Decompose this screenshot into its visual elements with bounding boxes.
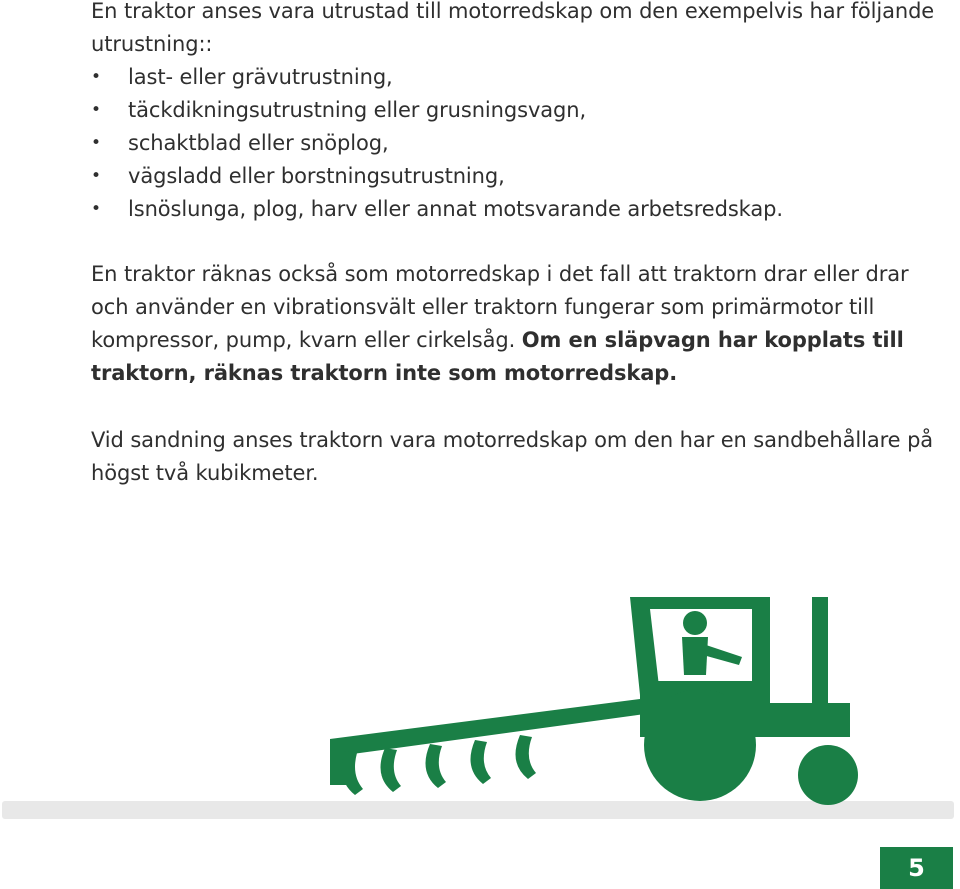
- list-item: • lsnöslunga, plog, harv eller annat motsvarande arbetsredskap.: [91, 193, 941, 226]
- list-item: • vägsladd eller borstningsutrustning,: [91, 160, 941, 193]
- sanding-text: Vid sandning anses traktorn vara motorredskap om den har en sandbehållare på högst två kubikmeter.: [91, 428, 934, 485]
- list-item: • last- eller grävutrustning,: [91, 61, 941, 94]
- ground-strip: [2, 801, 954, 819]
- sanding-paragraph: [91, 424, 941, 490]
- equipment-bullet-list: [91, 61, 941, 226]
- tractor-classification-paragraph: [91, 258, 941, 390]
- tractor-with-harrow-icon: [0, 585, 960, 825]
- list-item: • täckdikningsutrustning eller grusningsvagn,: [91, 94, 941, 127]
- tractor-shape: [330, 597, 858, 805]
- page-number: 5: [880, 847, 953, 889]
- list-item: • schaktblad eller snöplog,: [91, 127, 941, 160]
- intro-lead-text: En traktor anses vara utrustad till motorredskap om den exempelvis har följande utrustning::: [91, 0, 935, 56]
- equipment-list-section: [91, 0, 941, 226]
- paragraph-bold-text: Om en släpvagn har kopplats till traktorn, räknas traktorn inte som motorredskap.: [91, 328, 904, 385]
- paragraph-normal-text: En traktor räknas också som motorredskap i det fall att traktorn drar eller drar och använder en vibrationsvält eller traktorn fungerar som primärmotor till kompressor, pump, kvarn eller cirkelsåg.: [91, 262, 909, 352]
